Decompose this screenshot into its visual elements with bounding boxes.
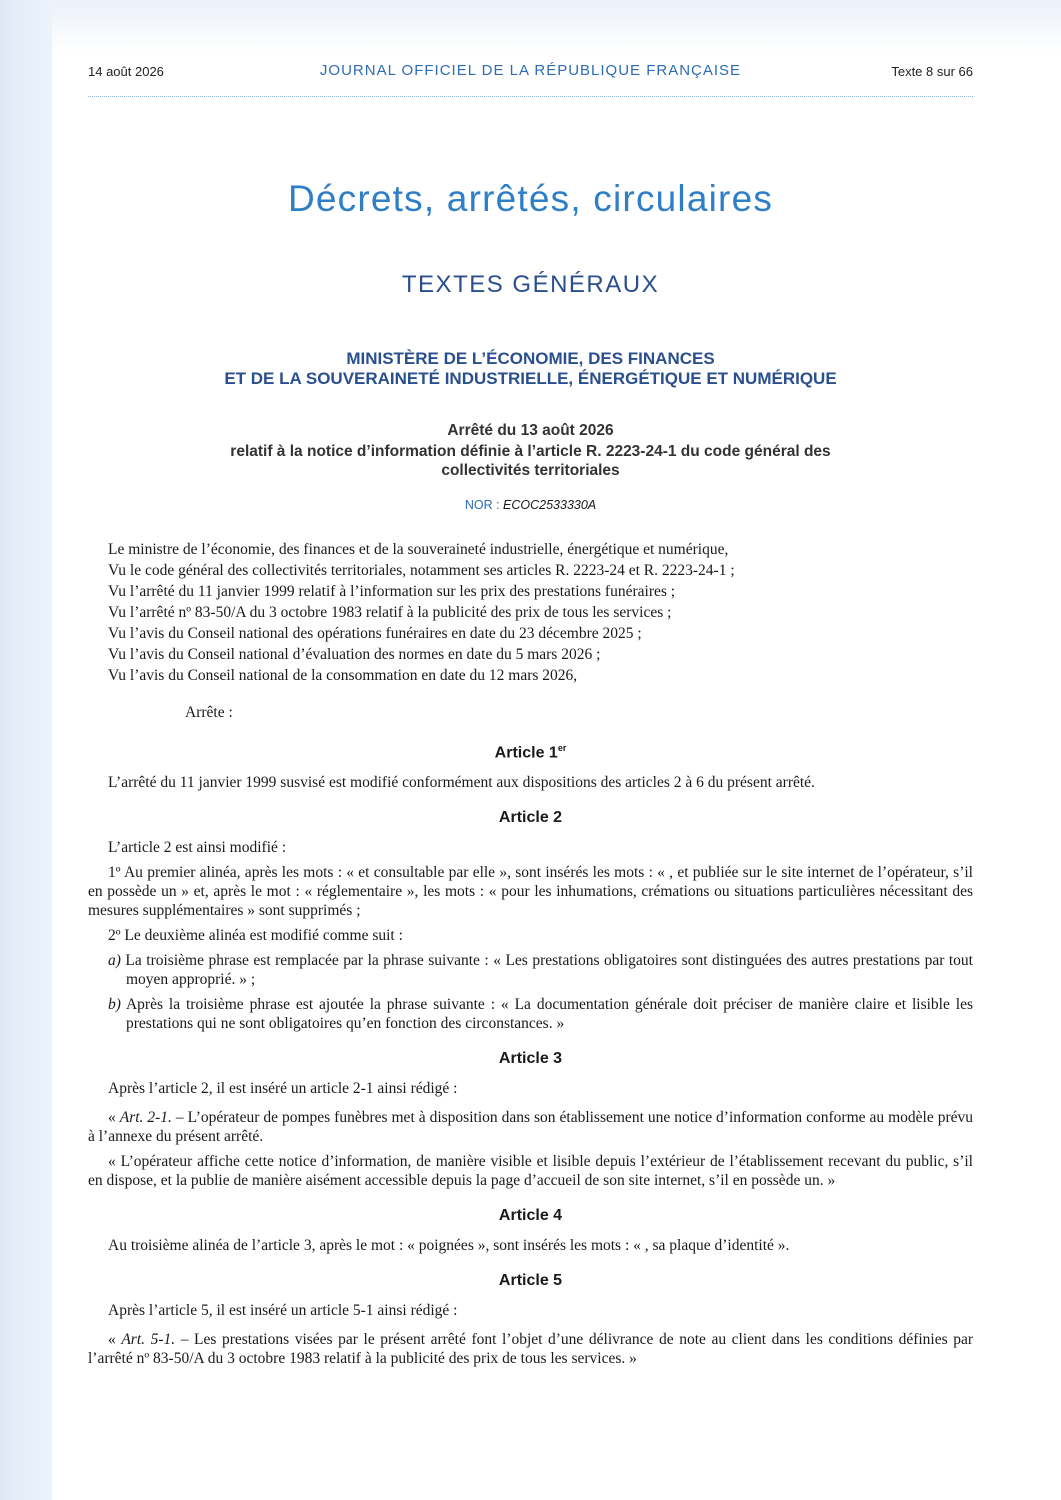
ministry-name [88,349,973,389]
article-4-text: Au troisième alinéa de l’article 3, après le mot : « poignées », sont insérés les mots : « , sa plaque d’identité ». [108,1237,790,1255]
article-3-quote-2: « L’opérateur affiche cette notice d’information, de manière visible et lisible depuis l’extérieur de l’établissement recevant du public, s’il en dispose, et la publie de manière aisément accessible depuis la page d’accueil de son site internet, s’il en possède un. » [88,1153,973,1190]
article-3-intro: Après l’article 2, il est inséré un article 2-1 ainsi rédigé : [108,1080,458,1098]
preamble [88,540,973,685]
header-page-number: Texte 8 sur 66 [891,64,973,79]
preamble-line: Le ministre de l’économie, des finances et de la souveraineté industrielle, énergétique et numérique, [108,541,729,558]
article-2-item-a: a) La troisième phrase est remplacée par la phrase suivante : « Les prestations obligatoires sont distinguées des autres prestations par tout moyen approprié. » ; [108,952,973,989]
nor-label: NOR : [464,498,504,512]
header-divider [88,96,973,97]
article-3-quote-1: « Art. 2-1. – L’opérateur de pompes funèbres met à disposition dans son établissement une notice d’information conforme au modèle prévu à l’annexe du présent arrêté. [88,1109,974,1146]
article-2-item-b: b) Après la troisième phrase est ajoutée la phrase suivante : « La documentation générale doit préciser de manière claire et lisible les prestations qui ne sont obligatoires qu’en fonction des circonstances. » [108,996,973,1033]
decree-subtitle-line-1: relatif à la notice d’information définie à l’article R. 2223-24-1 du code général des [230,443,831,460]
article-1-superscript: er [557,743,567,753]
preamble-line: Vu l’avis du Conseil national des opérations funéraires en date du 23 décembre 2025 ; [108,625,642,642]
decree-title: Arrêté du 13 août 2026 [447,422,614,439]
item-b-label: b) [108,996,121,1014]
preamble-line: Vu l’avis du Conseil national d’évaluation des normes en date du 5 mars 2026 ; [108,646,601,663]
document-body [88,540,973,1368]
nor-reference [88,498,973,512]
article-2-1-label: Art. 2-1. [119,1109,172,1127]
header-journal-title: JOURNAL OFFICIEL DE LA RÉPUBLIQUE FRANÇAISE [319,62,742,79]
article-5-quote: « Art. 5-1. – Les prestations visées par le présent arrêté font l’objet d’une délivrance de note au client dans les conditions définies par l’arrêté nº 83-50/A du 3 octobre 1983 relatif à la publicité des prix de tous les services. » [88,1331,974,1368]
article-2-paragraph-1: 1º Au premier alinéa, après les mots : « et consultable par elle », sont insérés les mots : « , et publiée sur le site internet de l’opérateur, s’il en possède un » et, après le mot : « réglementaire », les mots : « pour les inhumations, crémations ou situations particulières nécessitant des mesures supplémentaires » sont supprimés ; [88,864,973,920]
article-1-heading: Article 1er [494,743,567,762]
preamble-line: Vu l’arrêté du 11 janvier 1999 relatif à l’information sur les prix des prestations funéraires ; [108,583,676,600]
article-2-paragraph-2: 2º Le deuxième alinéa est modifié comme suit : [108,927,403,945]
preamble-line: Vu le code général des collectivités territoriales, notamment ses articles R. 2223-24 et R. 2223-24-1 ; [108,562,735,579]
decree-heading [88,421,973,480]
article-5-intro: Après l’article 5, il est inséré un article 5-1 ainsi rédigé : [108,1302,458,1320]
article-4-heading: Article 4 [498,1207,563,1225]
item-a-label: a) [108,952,121,970]
page-header [88,62,973,86]
preamble-line: Vu l’avis du Conseil national de la consommation en date du 12 mars 2026, [108,667,578,684]
article-3-heading: Article 3 [498,1050,563,1068]
ministry-line-2: ET DE LA SOUVERAINETÉ INDUSTRIELLE, ÉNERGÉTIQUE ET NUMÉRIQUE [224,369,837,388]
subsection-title: TEXTES GÉNÉRAUX [401,271,660,298]
left-decorative-band [0,0,52,1500]
decree-subtitle-line-2: collectivités territoriales [441,462,620,479]
article-1-text: L’arrêté du 11 janvier 1999 susvisé est modifié conformément aux dispositions des articles 2 à 6 du présent arrêté. [108,774,815,792]
ministry-line-1: MINISTÈRE DE L’ÉCONOMIE, DES FINANCES [346,349,715,368]
article-5-1-label: Art. 5-1. [121,1331,176,1349]
article-2-heading: Article 2 [498,809,563,827]
article-5-heading: Article 5 [498,1272,563,1290]
section-title: Décrets, arrêtés, circulaires [287,178,774,219]
article-2-intro: L’article 2 est ainsi modifié : [108,839,287,857]
arrete-word: Arrête : [185,704,233,721]
nor-value: ECOC2533330A [503,498,597,512]
preamble-line: Vu l’arrêté nº 83-50/A du 3 octobre 1983 relatif à la publicité des prix de tous les services ; [108,604,672,621]
header-date: 14 août 2026 [88,64,164,79]
top-decorative-band [52,0,1061,52]
